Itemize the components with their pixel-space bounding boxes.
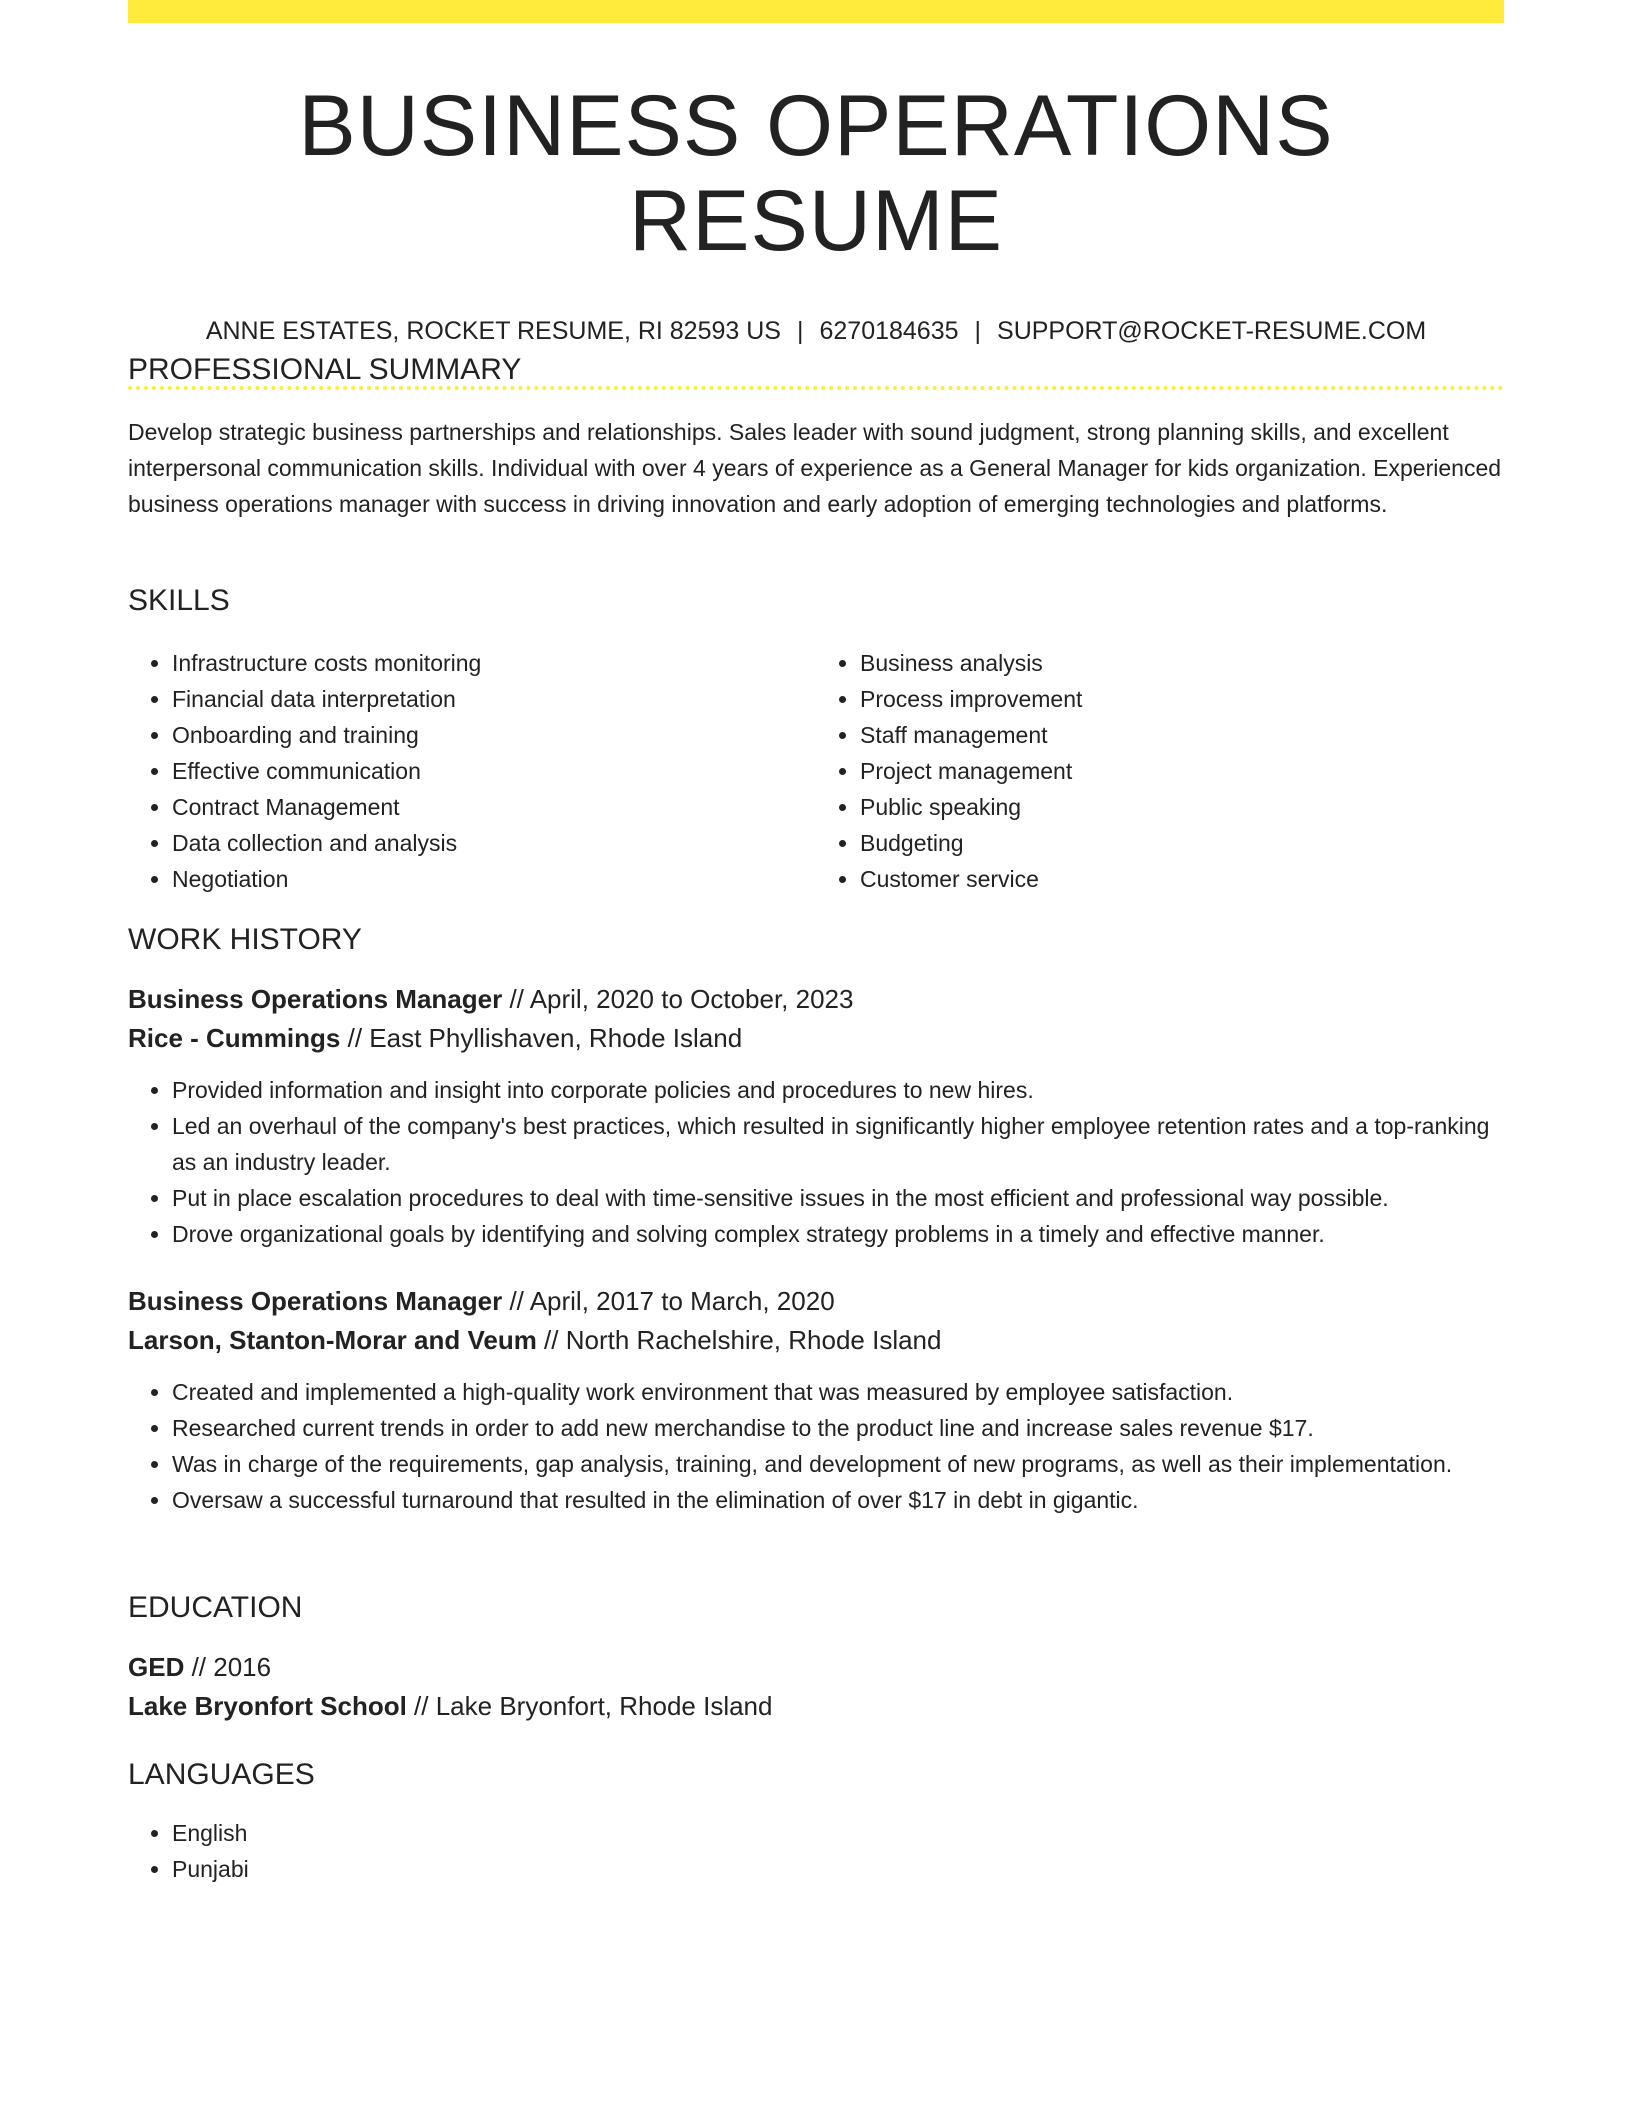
skill-item: • Public speaking: [860, 789, 1504, 825]
job-dates: // April, 2017 to March, 2020: [502, 1286, 835, 1316]
languages-heading: LANGUAGES: [128, 1758, 315, 1791]
education-year: // 2016: [184, 1652, 272, 1682]
contact-phone: 6270184635: [819, 317, 959, 346]
job-title: Business Operations Manager: [128, 984, 503, 1014]
resume-page: [128, 0, 1504, 1882]
accent-bar: [128, 0, 1504, 23]
summary-text: Develop strategic business partnerships and relationships. Sales leader with sound judgment, strong planning skills, and excellent interpersonal communication skills. Individual with over 4 years of experience as a General Manager for kids organization. Experienced business operations manager with success in driving innovation and early adoption of emerging technologies and platforms.: [128, 419, 1502, 517]
job-bullet: • Was in charge of the requirements, gap analysis, training, and development of new programs, as well as their implementation.: [172, 1446, 1504, 1482]
job-company-line: [128, 1321, 1504, 1360]
education-degree: GED: [128, 1652, 185, 1682]
job-title-line: [128, 980, 1504, 1019]
skills-list-right: [816, 645, 1504, 897]
skill-item: • Budgeting: [860, 825, 1504, 861]
education-heading: EDUCATION: [128, 1591, 303, 1624]
job-bullet: • Oversaw a successful turnaround that resulted in the elimination of over $17 in debt in gigantic.: [172, 1482, 1504, 1518]
summary-section: [128, 352, 1504, 522]
job-bullet: • Led an overhaul of the company's best practices, which resulted in significantly higher employee retention rates and a top-ranking as an industry leader.: [172, 1108, 1504, 1180]
job-entry: [128, 980, 1504, 1252]
languages-list: [128, 1815, 1504, 1887]
skills-grid: [128, 645, 1504, 897]
job-company: Larson, Stanton-Morar and Veum: [128, 1325, 537, 1355]
education-degree-line: [128, 1648, 1504, 1687]
skills-list-left: [128, 645, 816, 897]
skill-item: • Process improvement: [860, 681, 1504, 717]
skill-item: • Negotiation: [172, 861, 816, 897]
page-title: BUSINESS OPERATIONS RESUME: [298, 78, 1334, 269]
skill-item: • Infrastructure costs monitoring: [172, 645, 816, 681]
work-history-section: [128, 922, 1504, 1518]
skill-item: • Onboarding and training: [172, 717, 816, 753]
languages-section: [128, 1757, 1504, 1887]
contact-line: [128, 316, 1504, 346]
education-school: Lake Bryonfort School: [128, 1691, 407, 1721]
education-location: // Lake Bryonfort, Rhode Island: [406, 1691, 773, 1721]
job-bullet: • Researched current trends in order to add new merchandise to the product line and increase sales revenue $17.: [172, 1410, 1504, 1446]
contact-separator: |: [796, 317, 804, 346]
education-section: [128, 1590, 1504, 1726]
job-bullet: • Put in place escalation procedures to deal with time-sensitive issues in the most efficient and professional way possible.: [172, 1180, 1504, 1216]
education-entry: [128, 1648, 1504, 1726]
skill-item: • Staff management: [860, 717, 1504, 753]
job-location: // North Rachelshire, Rhode Island: [536, 1325, 942, 1355]
skills-heading: SKILLS: [128, 584, 230, 617]
contact-address: ANNE ESTATES, ROCKET RESUME, RI 82593 US: [205, 317, 781, 346]
skill-item: • Effective communication: [172, 753, 816, 789]
work-history-heading: WORK HISTORY: [128, 923, 362, 956]
language-item: • English: [172, 1815, 1504, 1851]
contact-separator: |: [974, 317, 982, 346]
job-bullet: • Created and implemented a high-quality work environment that was measured by employee satisfaction.: [172, 1374, 1504, 1410]
job-bullets: [128, 1072, 1504, 1252]
skill-item: • Data collection and analysis: [172, 825, 816, 861]
language-item: • Punjabi: [172, 1851, 1504, 1887]
job-location: // East Phyllishaven, Rhode Island: [340, 1023, 743, 1053]
job-company: Rice - Cummings: [128, 1023, 341, 1053]
skill-item: • Financial data interpretation: [172, 681, 816, 717]
skill-item: • Contract Management: [172, 789, 816, 825]
job-entry: [128, 1282, 1504, 1518]
job-company-line: [128, 1019, 1504, 1058]
job-title-line: [128, 1282, 1504, 1321]
skill-item: • Project management: [860, 753, 1504, 789]
job-bullets: [128, 1374, 1504, 1518]
summary-heading: PROFESSIONAL SUMMARY: [128, 353, 522, 386]
job-dates: // April, 2020 to October, 2023: [502, 984, 854, 1014]
skill-item: • Business analysis: [860, 645, 1504, 681]
skills-section: [128, 583, 1504, 897]
skill-item: • Customer service: [860, 861, 1504, 897]
job-bullet: • Drove organizational goals by identifying and solving complex strategy problems in a timely and effective manner.: [172, 1216, 1504, 1252]
job-bullet: • Provided information and insight into corporate policies and procedures to new hires.: [172, 1072, 1504, 1108]
job-title: Business Operations Manager: [128, 1286, 503, 1316]
education-school-line: [128, 1687, 1504, 1726]
contact-email: SUPPORT@ROCKET-RESUME.COM: [997, 317, 1427, 346]
